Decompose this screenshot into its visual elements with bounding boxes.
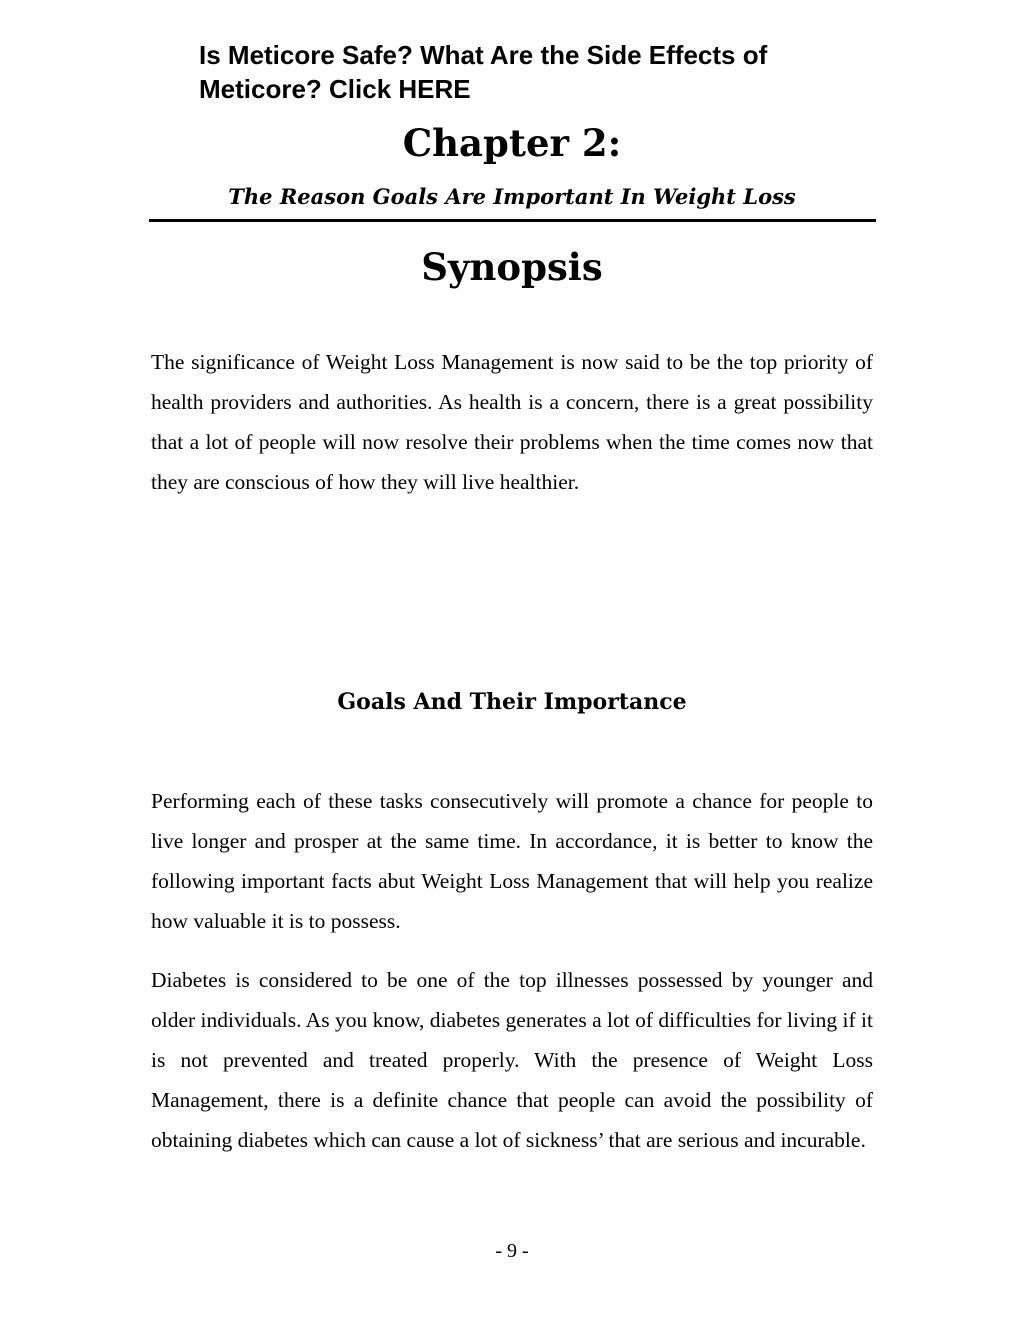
title-divider: [149, 219, 876, 222]
chapter-title: Chapter 2:: [402, 121, 622, 165]
promo-link[interactable]: Is Meticore Safe? What Are the Side Effects of Meticore? Click HERE: [199, 40, 768, 104]
section-heading: Goals And Their Importance: [337, 689, 687, 715]
page-number: - 9 -: [495, 1240, 529, 1262]
body-paragraph: Performing each of these tasks consecutively will promote a chance for people to live longer and prosper at the same time. In accordance, it is better to know the following important facts abut Weight Loss Management that will help you realize how valuable it is to possess.: [151, 789, 873, 933]
body-paragraph: Diabetes is considered to be one of the top illnesses possessed by younger and older individuals. As you know, diabetes generates a lot of difficulties for living if it is not prevented and treated properly. With the presence of Weight Loss Management, there is a definite chance that people can avoid the possibility of obtaining diabetes which can cause a lot of sickness’ that are serious and incurable.: [151, 968, 873, 1152]
chapter-subtitle: The Reason Goals Are Important In Weight Loss: [228, 184, 796, 209]
synopsis-heading: Synopsis: [421, 245, 603, 289]
synopsis-paragraph: The significance of Weight Loss Management is now said to be the top priority of health providers and authorities. As health is a concern, there is a great possibility that a lot of people will now resolve their problems when the time comes now that they are conscious of how they will live healthier.: [151, 350, 873, 494]
